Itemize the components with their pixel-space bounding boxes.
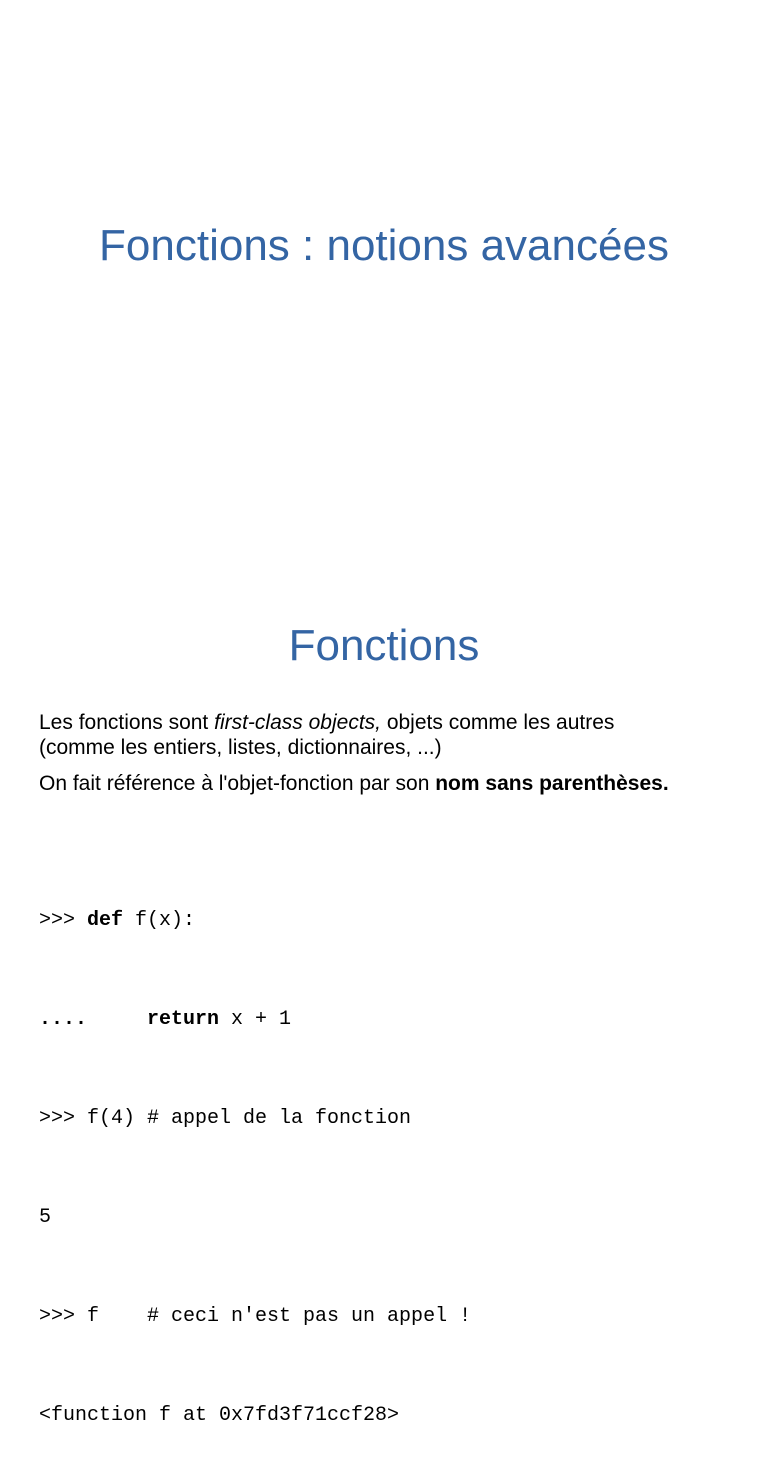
code-text: x + 1 [219, 1008, 292, 1031]
code-line: >>> f # ceci n'est pas un appel ! [39, 1305, 472, 1328]
code-output: 5 [39, 1206, 52, 1229]
code-block [39, 838, 759, 1465]
intro-text-line2: (comme les entiers, listes, dictionnaires, ...) [39, 736, 442, 759]
code-line [39, 904, 759, 937]
intro-text-start: Les fonctions sont [39, 711, 215, 734]
slide-title: Fonctions : notions avancées [99, 221, 669, 270]
section-title: Fonctions [288, 621, 480, 670]
reference-bold: nom sans parenthèses. [435, 772, 669, 795]
intro-emphasis: first-class objects, [214, 711, 381, 734]
code-line [39, 1003, 759, 1036]
code-indent [87, 1008, 147, 1031]
reference-paragraph [39, 771, 749, 796]
code-continuation: .... [39, 1008, 88, 1031]
code-prompt: >>> [39, 909, 88, 932]
intro-text-end: objets comme les autres [380, 711, 615, 734]
code-keyword: return [147, 1008, 220, 1031]
code-keyword: def [87, 909, 124, 932]
intro-paragraph [39, 710, 749, 760]
reference-text: On fait référence à l'objet-fonction par son [39, 772, 436, 795]
code-text: f(x): [123, 909, 196, 932]
code-output: <function f at 0x7fd3f71ccf28> [39, 1404, 400, 1427]
code-line: >>> f(4) # appel de la fonction [39, 1107, 412, 1130]
